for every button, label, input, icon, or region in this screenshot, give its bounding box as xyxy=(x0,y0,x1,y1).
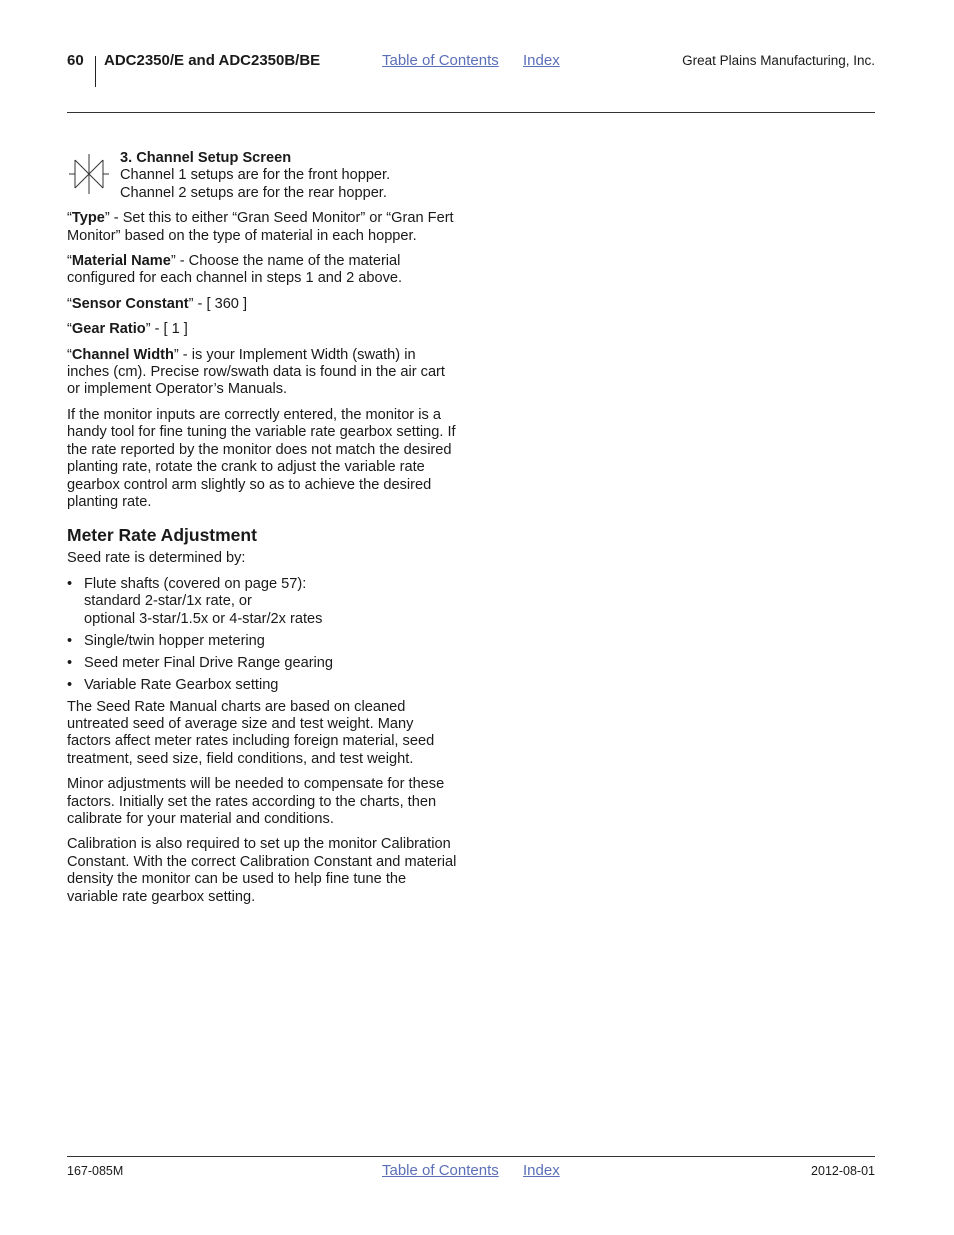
calibration-paragraph: Calibration is also required to set up the monitor Calibration Constant. With the correct Calibration Constant and material density the monitor can be used to help fine tune the variable rate gearbox setting. xyxy=(67,836,457,905)
type-setting: “Type” - Set this to either “Gran Seed Monitor” or “Gran Fert Monitor” based on the type of material in each hopper. xyxy=(67,210,454,244)
page-number: 60 xyxy=(67,52,84,69)
footer-index-link[interactable]: Index xyxy=(523,1162,560,1179)
section-heading: Meter Rate Adjustment xyxy=(67,525,257,546)
type-text: ” - Set this to either “Gran Seed Monitor” or “Gran Fert Monitor” based on the type of material in each hopper. xyxy=(67,210,454,244)
channel-width-setting: “Channel Width” - is your Implement Width (swath) in inches (cm). Precise row/swath data is found in the air cart or implement Operator’s Manuals. xyxy=(67,346,445,398)
list-item: • Seed meter Final Drive Range gearing xyxy=(67,655,459,672)
material-name-text: ” - Choose the name of the material configured for each channel in steps 1 and 2 above. xyxy=(67,253,403,287)
material-name-setting: “Material Name” - Choose the name of the material configured for each channel in steps 1 and 2 above. xyxy=(67,253,403,287)
monitor-paragraph: If the monitor inputs are correctly entered, the monitor is a handy tool for fine tuning the variable rate gearbox setting. If the rate reported by the monitor does not match the desired planting rate, rotate the crank to adjust the variable rate gearbox control arm slightly so as to achieve the desired planting rate. xyxy=(67,406,456,510)
step-line-1: Channel 1 setups are for the front hopper. xyxy=(120,167,391,184)
list-item-line: standard 2-star/1x rate, or xyxy=(84,593,252,610)
seed-rate-charts-paragraph: The Seed Rate Manual charts are based on cleaned untreated seed of average size and test weight. Many factors affect meter rates including foreign material, seed treatment, seed size, field conditions, and test weight. xyxy=(67,698,435,767)
main-content xyxy=(67,150,459,914)
channel-setup-step xyxy=(67,150,459,202)
list-item xyxy=(67,576,459,628)
list-item: • Variable Rate Gearbox setting xyxy=(67,677,459,694)
document-title: ADC2350/E and ADC2350B/BE xyxy=(104,52,321,69)
header-divider-vertical xyxy=(95,56,96,87)
list-item-line: • Flute shafts (covered on page 57): xyxy=(84,575,307,592)
part-number: 167-085M xyxy=(67,1164,124,1178)
list-item: • Single/twin hopper metering xyxy=(67,633,459,650)
company-name: Great Plains Manufacturing, Inc. xyxy=(682,53,875,68)
list-item-line: optional 3-star/1.5x or 4-star/2x rates xyxy=(84,610,323,627)
step-line-2: Channel 2 setups are for the rear hopper. xyxy=(120,184,387,201)
header-rule xyxy=(67,112,875,113)
seed-rate-factors-list xyxy=(67,576,459,694)
channel-width-label: Channel Width xyxy=(71,346,174,363)
sensor-constant-text: ” - [ 360 ] xyxy=(188,295,248,312)
gear-ratio-text: ” - [ 1 ] xyxy=(145,321,188,338)
channel-width-text: ” - is your Implement Width (swath) in inches (cm). Precise row/swath data is found in the air cart or implement Operator’s Manuals. xyxy=(67,346,445,398)
step-title: 3. Channel Setup Screen xyxy=(120,150,292,166)
publication-date: 2012-08-01 xyxy=(811,1164,875,1178)
material-name-label: Material Name xyxy=(71,253,171,270)
sensor-constant-label: Sensor Constant xyxy=(71,295,189,312)
gear-ratio-setting: “Gear Ratio” - [ 1 ] xyxy=(67,321,188,338)
minor-adjustments-paragraph: Minor adjustments will be needed to compensate for these factors. Initially set the rates according to the charts, then calibrate for your material and conditions. xyxy=(67,776,445,827)
header-table-of-contents-link[interactable]: Table of Contents xyxy=(382,52,499,69)
type-label: Type xyxy=(71,210,105,227)
footer-table-of-contents-link[interactable]: Table of Contents xyxy=(382,1162,499,1179)
gear-ratio-label: Gear Ratio xyxy=(71,321,146,338)
footer-rule xyxy=(67,1156,875,1157)
sensor-constant-setting: “Sensor Constant” - [ 360 ] xyxy=(67,295,248,312)
section-intro: Seed rate is determined by: xyxy=(67,550,246,567)
valve-symbol-icon xyxy=(69,154,109,194)
header-index-link[interactable]: Index xyxy=(523,52,560,69)
